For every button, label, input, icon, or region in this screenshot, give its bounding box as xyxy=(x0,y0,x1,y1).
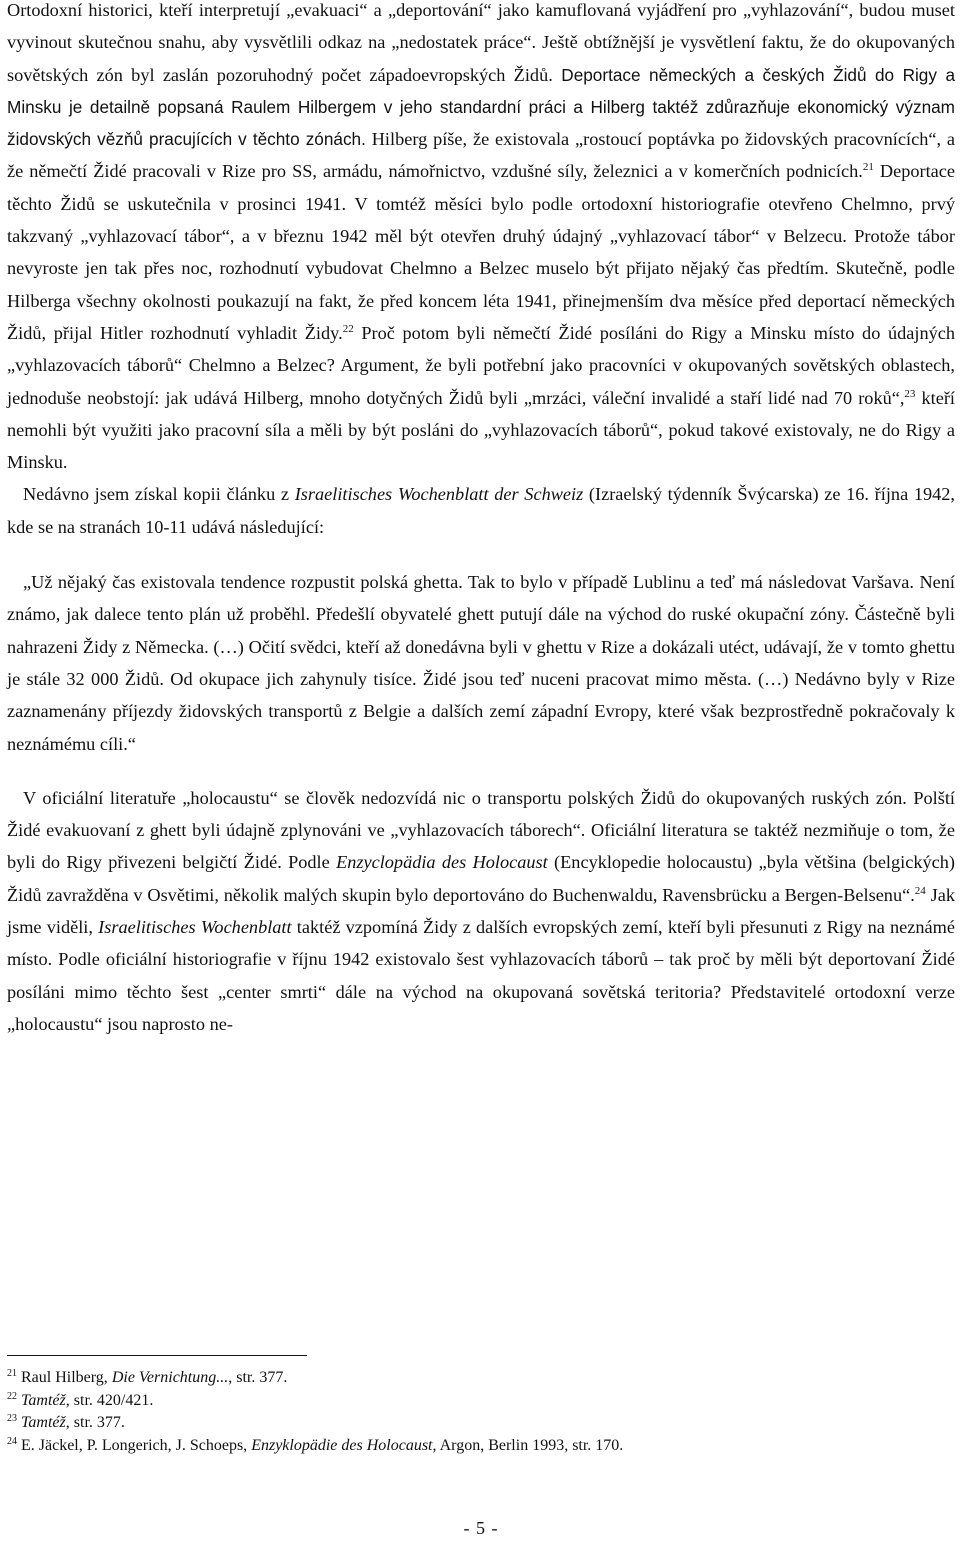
footnote-23 xyxy=(7,1412,623,1435)
paragraph-2 xyxy=(7,478,955,543)
newspaper-title-short: Israelitisches Wochenblatt xyxy=(98,917,292,938)
encyclopedia-title: Enzyclopädia des Holocaust xyxy=(336,852,548,873)
footnote-ref-22[interactable]: 22 xyxy=(342,322,354,335)
paragraph-3-text-d: taktéž vzpomíná Židy z dalších evropských zemí, kteří byli přesunuti z Rigy na neznámé místo. Podle oficiální historiografie v říjnu 1942 existovalo šest vyhlazovacích táborů – tak proč by měli být deportovaní Židé posíláni mimo těchto šest „center smrti“ dále na východ na okupovaná sovětská teritoria? Představitelé ortodoxní verze „holocaustu“ jsou naprosto ne- xyxy=(7,917,955,1034)
footnote-number: 23 xyxy=(7,1413,17,1424)
paragraph-3-text-c: Jak jsme viděli, xyxy=(7,884,955,938)
paragraph-2-text-a: Nedávno jsem získal kopii článku z xyxy=(23,484,295,505)
paragraph-1-text-f: kteří nemohli být využiti jako pracovní síla a měli by být posláni do „vyhlazovacích táborů“, pokud takové existovaly, ne do Rigy a Minsku. xyxy=(7,387,955,473)
footnote-title: Enzyklopädie des Holocaust xyxy=(251,1436,433,1454)
footnotes xyxy=(7,1367,623,1457)
footnote-text: , Argon, Berlin 1993, str. 170. xyxy=(432,1436,624,1454)
footnote-text: Raul Hilberg, xyxy=(21,1369,112,1386)
block-quote: „Už nějaký čas existovala tendence rozpustit polská ghetta. Tak to bylo v případě Lublinu a teď má následovat Varšava. Není známo, jak dalece tento plán už proběhl. Předešlí obyvatelé ghett putují dále na východ do ruské okupační zóny. Částečně byli nahrazeni Židy z Německa. (…) Očití svědci, kteří až donedávna byli v ghettu v Rize a dokázali utéct, udávají, že v tomto ghettu je stále 32 000 Židů. Od okupace jich zahynuly tisíce. Židé jsou teď nuceni pracovat mimo města. (…) Nedávno byly v Rize zaznamenány příjezdy židovských transportů z Belgie a dalších zemí západní Evropy, které však bezprostředně pokračovaly k neznámému cíli.“ xyxy=(7,572,955,754)
footnote-ref-23[interactable]: 23 xyxy=(904,387,916,400)
footnote-24 xyxy=(7,1435,623,1458)
paragraph-3 xyxy=(7,782,955,1040)
paragraph-1-text-b: Deportace německých a českých Židů do Rigy a Minsku je detailně popsaná Raulem Hilbergem v jeho standardní práci a Hilberg taktéž zdůrazňuje ekonomický význam židovských vězňů pracujících v těchto zónách. xyxy=(7,64,955,150)
footnote-21 xyxy=(7,1367,623,1390)
footnote-number: 22 xyxy=(7,1390,17,1402)
page-number: - 5 - xyxy=(463,1518,499,1538)
footnote-text: , str. 377. xyxy=(228,1369,288,1386)
paragraph-3-text-b: (Encyklopedie holocaustu) „byla většina (belgických) Židů zavražděna v Osvětimi, několik malých skupin bylo deportováno do Buchenwaldu, Ravensbrücku a Bergen-Belsenu“. xyxy=(7,852,955,905)
paragraph-1-text-e: Proč potom byli němečtí Židé posíláni do Rigy a Minsku místo do údajných „vyhlazovacích táborů“ Chelmno a Belzec? Argument, že byli potřební jako pracovníci v okupovaných sovětských oblastech, jednoduše neobstojí: jak udává Hilberg, mnoho dotyčných Židů byli „mrzáci, váleční invalidé a staří lidé nad 70 roků“, xyxy=(7,322,956,408)
footnote-ref-24[interactable]: 24 xyxy=(914,884,926,897)
footnote-ref-21[interactable]: 21 xyxy=(862,161,874,174)
footnote-separator xyxy=(7,1355,307,1356)
footnote-title: Tamtéž xyxy=(21,1391,66,1409)
document-page xyxy=(7,0,955,1537)
paragraph-1-text-c: Hilberg píše, že existovala „rostoucí poptávka po židovských pracovnících“, a že němečtí Židé pracovali v Rize pro SS, armádu, námořnictvo, vzdušné síly, železnici a v komerčních podnicích. xyxy=(7,129,955,182)
footnote-text: , str. 377. xyxy=(65,1414,125,1431)
footnote-number: 21 xyxy=(7,1368,17,1379)
paragraph-3-text-a: V oficiální literatuře „holocaustu“ se člověk nedozvídá nic o transportu polských Židů do okupovaných ruských zón. Polští Židé evakuovaní z ghett byli údajně zplynováni ve „vyhlazovacích táborech“. Oficiální literatura se taktéž nezmiňuje o tom, že byli do Rigy přivezeni belgičtí Židé. Podle xyxy=(7,787,955,873)
footnote-title: Die Vernichtung... xyxy=(111,1369,229,1386)
footnote-text: E. Jäckel, P. Longerich, J. Schoeps, xyxy=(21,1436,252,1454)
paragraph-2-text-b: (Izraelský týdenník Švýcarska) ze 16. října 1942, kde se na stranách 10-11 udává následující: xyxy=(7,484,955,537)
footnote-text: , str. 420/421. xyxy=(65,1391,154,1409)
paragraph-1-text-a: Ortodoxní historici, kteří interpretují „evakuaci“ a „deportování“ jako kamuflovaná vyjádření pro „vyhlazování“, budou muset vyvinout skutečnou snahu, aby vysvětlili odkaz na „nedostatek práce“. Ještě obtížnější je vysvětlení faktu, že do okupovaných sovětských zón byl zaslán pozoruhodný počet západoevropských Židů. xyxy=(7,0,955,85)
footnote-number: 24 xyxy=(7,1435,17,1447)
paragraph-1-text-d: Deportace těchto Židů se uskutečnila v prosinci 1941. V tomtéž měsíci bylo podle ortodoxní historiografie otevřeno Chelmno, prvý takzvaný „vyhlazovací tábor“, a v březnu 1942 měl být otevřen druhý údajný „vyhlazovací tábor“ v Belzecu. Protože tábor nevyroste jen tak přes noc, rozhodnutí vybudovat Chelmno a Belzec muselo být přijato nějaký čas předtím. Skutečně, podle Hilberga všechny okolnosti poukazují na fakt, že před koncem léta 1941, přinejmenším dva měsíce před deportací německých Židů, přijal Hitler rozhodnutí vyhladit Židy. xyxy=(7,161,955,343)
newspaper-title: Israelitisches Wochenblatt der Schweiz xyxy=(294,484,584,505)
footnote-22 xyxy=(7,1390,623,1413)
footnote-title: Tamtéž xyxy=(21,1414,66,1431)
paragraph-1 xyxy=(7,0,955,478)
